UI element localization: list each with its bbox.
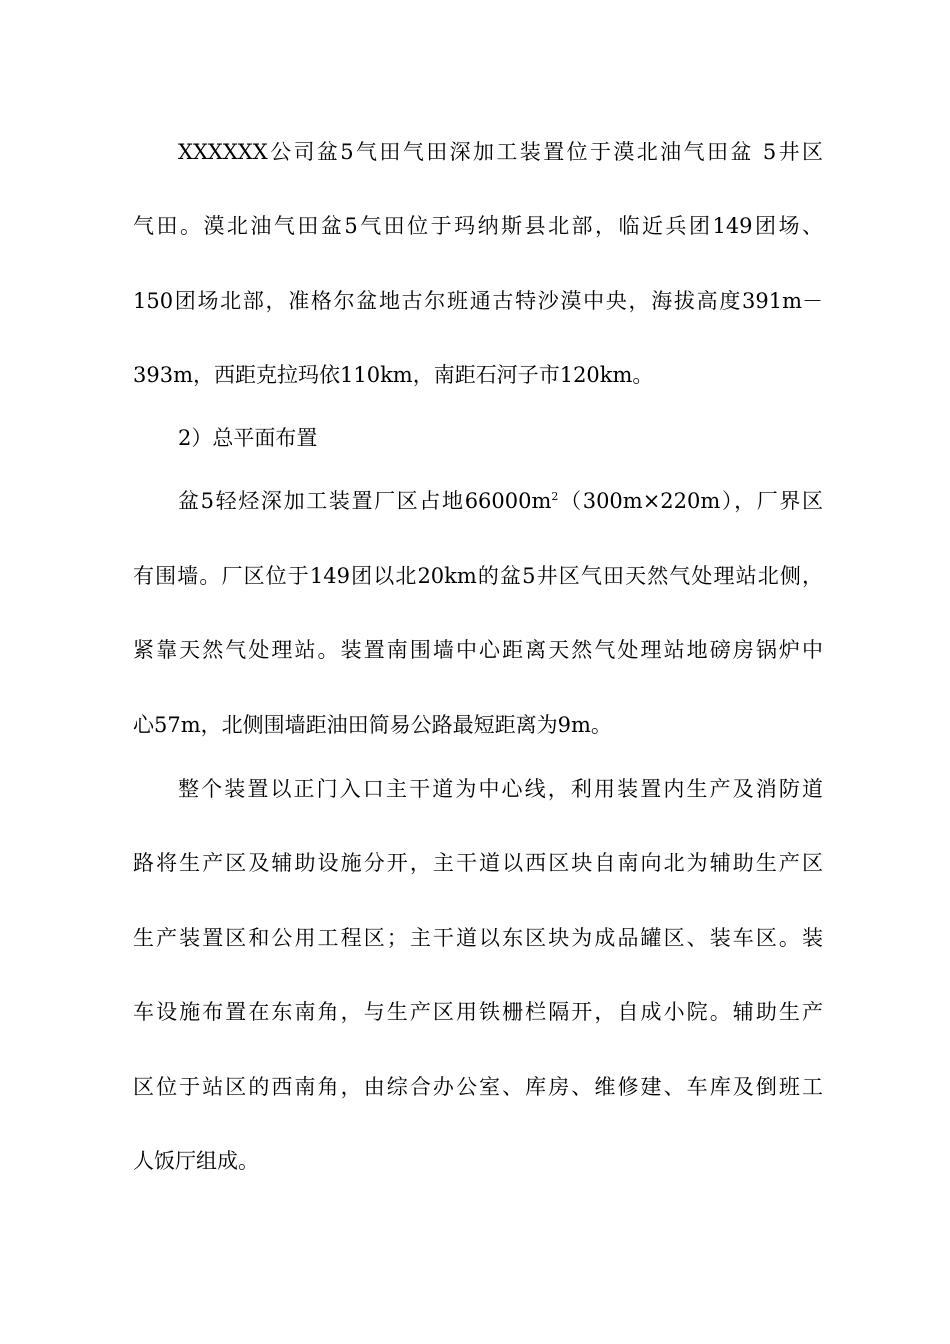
paragraph-3-line-2: 路将生产区及辅助设施分开，主干道以西区块自南向北为辅助生产区 <box>133 851 823 875</box>
paragraph-3-line-3: 生产装置区和公用工程区；主干道以东区块为成品罐区、装车区。装 <box>133 926 823 950</box>
paragraph-1-line-2: 气田。漠北油气田盆5气田位于玛纳斯县北部，临近兵团149团场、 <box>133 214 823 238</box>
paragraph-1-line-1: XXXXXX公司盆5气田气田深加工装置位于漠北油气田盆 5井区 <box>178 140 823 164</box>
paragraph-3-line-4: 车设施布置在东南角，与生产区用铁栅栏隔开，自成小院。辅助生产 <box>133 1000 823 1024</box>
paragraph-1-line-3: 150团场北部，准格尔盆地古尔班通古特沙漠中央，海拔高度391m－ <box>133 289 823 313</box>
paragraph-2-line-1-text-tail: （300m×220m），厂界区 <box>558 489 823 513</box>
paragraph-2-line-2: 有围墙。厂区位于149团以北20km的盆5井区气田天然气处理站北侧， <box>133 564 823 588</box>
section-heading: 2）总平面布置 <box>178 426 318 450</box>
paragraph-2-line-1 <box>178 486 823 516</box>
paragraph-2-line-4: 心57m，北侧围墙距油田简易公路最短距离为9m。 <box>133 713 612 737</box>
paragraph-1-line-4: 393m，西距克拉玛依110km，南距石河子市120km。 <box>133 363 654 387</box>
paragraph-3-line-5: 区位于站区的西南角，由综合办公室、库房、维修建、车库及倒班工 <box>133 1075 823 1099</box>
paragraph-2-line-1-text: 盆5轻烃深加工装置厂区占地66000m <box>178 489 552 513</box>
superscript-2: 2 <box>551 490 559 503</box>
paragraph-2-line-3: 紧靠天然气处理站。装置南围墙中心距离天然气处理站地磅房锅炉中 <box>133 638 823 662</box>
paragraph-3-line-1: 整个装置以正门入口主干道为中心线，利用装置内生产及消防道 <box>178 777 823 801</box>
paragraph-3-line-6: 人饭厅组成。 <box>133 1149 259 1173</box>
